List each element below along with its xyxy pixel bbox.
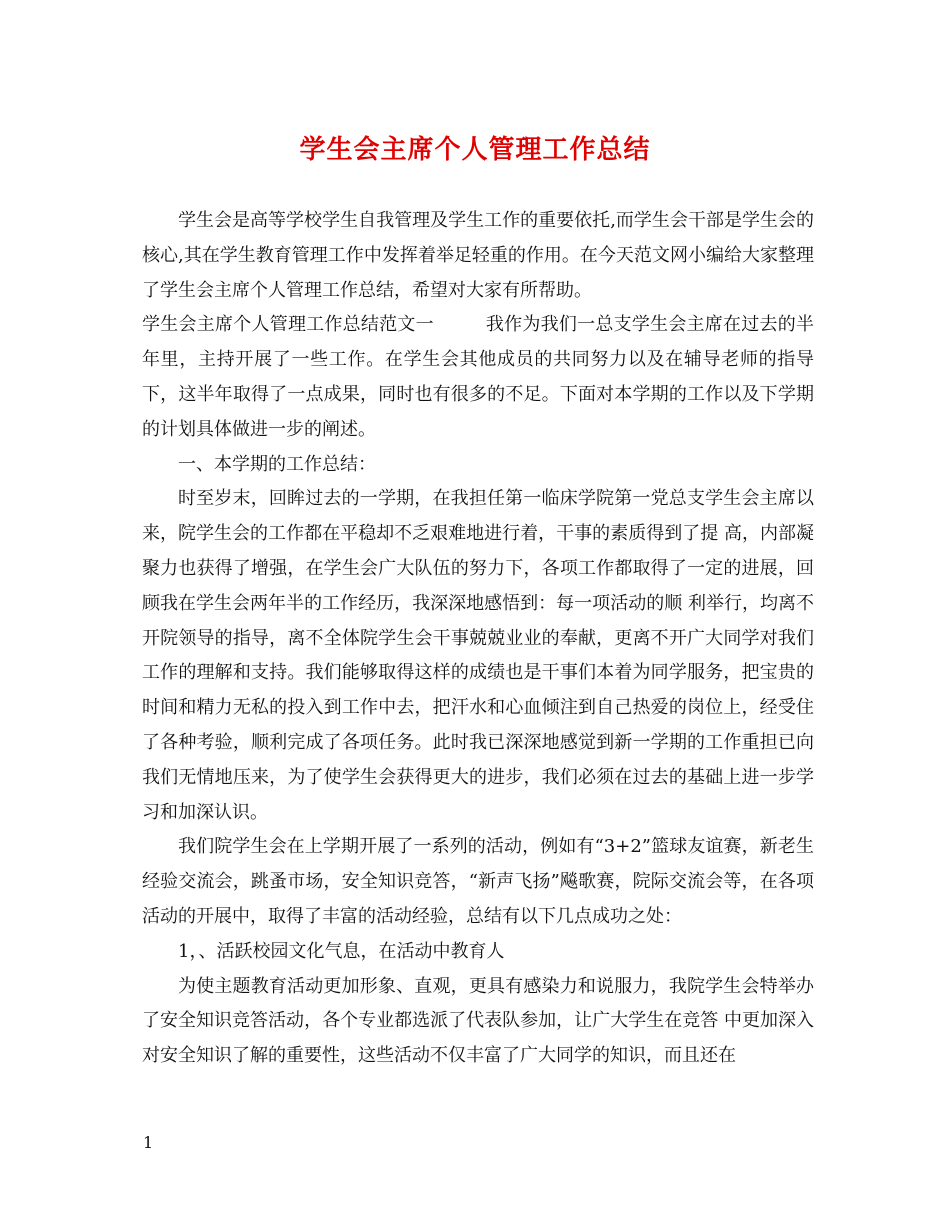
page-number: 1 — [143, 1133, 154, 1152]
section-heading: 一、本学期的工作总结： — [178, 453, 376, 475]
activities-paragraph: 我们院学生会在上学期开展了一系列的活动，例如有“3+2”篮球友谊赛，新老生经验交流会，跳蚤市场，安全知识竞答，“新声飞扬”飚歌赛，院际交流会等，在各项活动的开展中，取得了丰富的活动经验，总结有以下几点成功之处： — [142, 836, 814, 927]
document-body — [142, 204, 814, 1074]
summary-paragraph: 时至岁末，回眸过去的一学期，在我担任第一临床学院第一党总支学生会主席以来，院学生会的工作都在平稳却不乏艰难地进行着，干事的素质得到了提 高，内部凝聚力也获得了增强，在学生会广大队伍的努力下，各项工作都取得了一定的进展，回顾我在学生会两年半的工作经历，我深深地感悟到：每一项活动的顺 利举行，均离不开院领导的指导，离不全体院学生会干事兢兢业业的奉献，更离不开广大同学对我们工作的理解和支持。我们能够取得这样的成绩也是干事们本着为同学服务，把宝贵的时间和精力无私的投入到工作中去，把汗水和心血倾注到自己热爱的岗位上，经受住了各种考验，顺利完成了各项任务。此时我已深深地感觉到新一学期的工作重担已向我们无情地压来，为了使学生会获得更大的进步，我们必须在过去的基础上进一步学习和加深认识。 — [142, 488, 814, 823]
document-title: 学生会主席个人管理工作总结 — [299, 135, 651, 165]
sample-paragraph — [142, 308, 814, 447]
sample-title: 学生会主席个人管理工作总结范文一 — [142, 314, 434, 336]
intro-paragraph: 学生会是高等学校学生自我管理及学生工作的重要依托,而学生会干部是学生会的核心,其在学生教育管理工作中发挥着举足轻重的作用。在今天范文网小编给大家整理了学生会主席个人管理工作总结，希望对大家有所帮助。 — [142, 210, 814, 301]
subsection-heading: 1，、活跃校园文化气息，在活动中教育人 — [178, 940, 505, 962]
education-paragraph: 为使主题教育活动更加形象、直观，更具有感染力和说服力，我院学生会特举办了安全知识竞答活动，各个专业都选派了代表队参加，让广大学生在竞答 中更加深入对安全知识了解的重要性，这些活动不仅丰富了广大同学的知识，而且还在 — [142, 975, 814, 1067]
sample-text: 我作为我们一总支学生会主席在过去的半年里，主持开展了一些工作。在学生会其他成员的共同努力以及在辅导老师的指导下，这半年取得了一点成果，同时也有很多的不足。下面对本学期的工作以及下学期的计划具体做进一步的阐述。 — [142, 314, 815, 440]
